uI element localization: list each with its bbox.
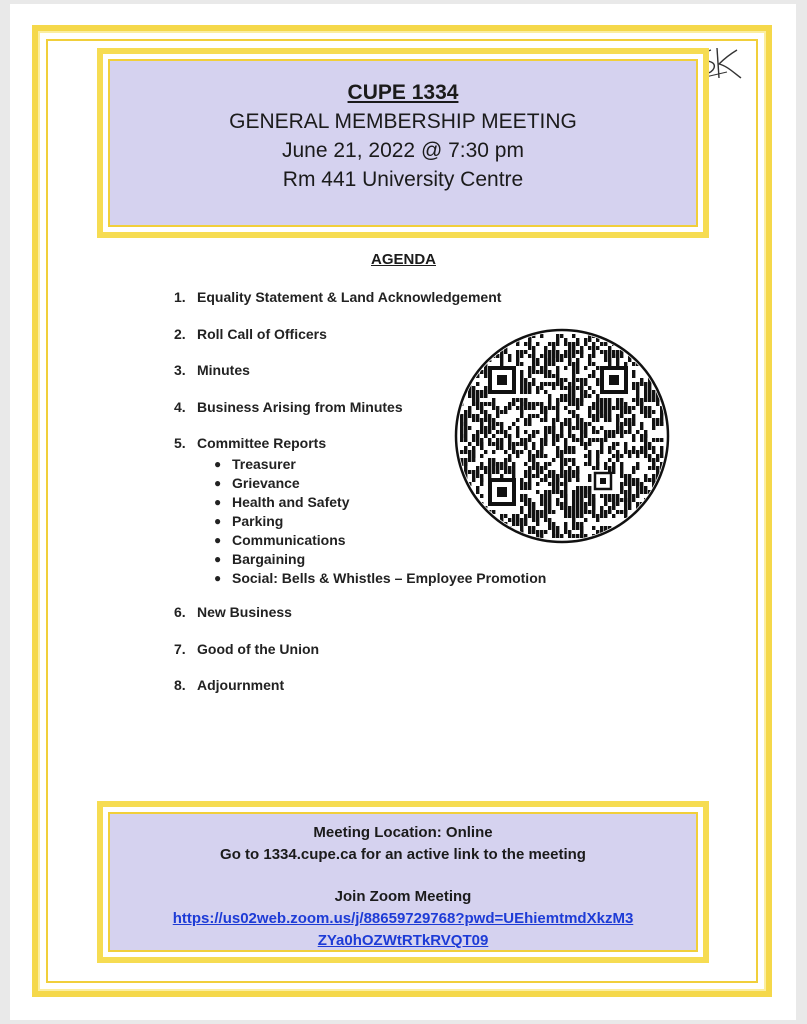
agenda-item-number: 7. — [174, 640, 186, 657]
agenda-item — [174, 641, 694, 678]
agenda-item — [174, 677, 694, 714]
join-zoom-label: Join Zoom Meeting — [334, 888, 472, 905]
union-title: CUPE 1334 — [347, 81, 459, 104]
agenda-item-label: New Business — [197, 604, 292, 620]
footer-box — [97, 801, 709, 963]
agenda-item-label: Adjournment — [197, 677, 285, 693]
agenda-item-number: 4. — [174, 398, 186, 415]
bullet-icon: ● — [214, 551, 222, 566]
list-item: ● Social: Bells & Whistles – Employee Promotion — [214, 569, 547, 586]
list-item: ● Treasurer — [214, 455, 296, 472]
agenda-item-number: 6. — [174, 604, 186, 620]
list-item: ● Health and Safety — [214, 493, 350, 510]
list-item: ● Communications — [214, 531, 346, 548]
meeting-room: Rm 441 University Centre — [282, 168, 524, 191]
agenda-item-number: 2. — [174, 325, 186, 342]
header-box — [97, 48, 709, 238]
list-item: ● Grievance — [214, 474, 300, 491]
qr-code-icon[interactable] — [454, 328, 670, 544]
meeting-location: Meeting Location: Online — [313, 824, 493, 841]
agenda-item-number: 3. — [174, 362, 186, 378]
agenda-item-label: Good of the Union — [197, 640, 320, 657]
meeting-instructions: Go to 1334.cupe.ca for an active link to the meeting — [220, 846, 586, 863]
zoom-link[interactable]: https://us02web.zoom.us/j/88659729768?pwd=UEhiemtmdXkzM3 ZYa0hOZWtRTkRVQT09 — [172, 910, 634, 949]
agenda-item-label: Business Arising from Minutes — [197, 398, 403, 415]
bullet-icon: ● — [214, 570, 222, 585]
agenda-item-label: Equality Statement & Land Acknowledgement — [197, 289, 502, 305]
meeting-name: GENERAL MEMBERSHIP MEETING — [229, 110, 577, 133]
agenda-item — [174, 289, 694, 326]
agenda-heading: AGENDA — [370, 251, 436, 268]
bullet-icon: ● — [214, 494, 222, 509]
agenda-item-number: 8. — [174, 677, 186, 693]
agenda-item — [174, 604, 694, 641]
agenda-item-label: Minutes — [197, 362, 250, 378]
bullet-icon: ● — [214, 456, 222, 471]
list-item: ● Parking — [214, 512, 284, 529]
agenda-item-number: 1. — [174, 289, 186, 305]
bullet-icon: ● — [214, 532, 222, 547]
agenda-item-number: 5. — [174, 435, 186, 451]
agenda-item-label: Roll Call of Officers — [197, 325, 327, 342]
bullet-icon: ● — [214, 513, 222, 528]
list-item: ● Bargaining — [214, 550, 306, 567]
bullet-icon: ● — [214, 475, 222, 490]
agenda-item-label: Committee Reports — [197, 435, 327, 451]
meeting-date: June 21, 2022 @ 7:30 pm — [282, 139, 524, 162]
